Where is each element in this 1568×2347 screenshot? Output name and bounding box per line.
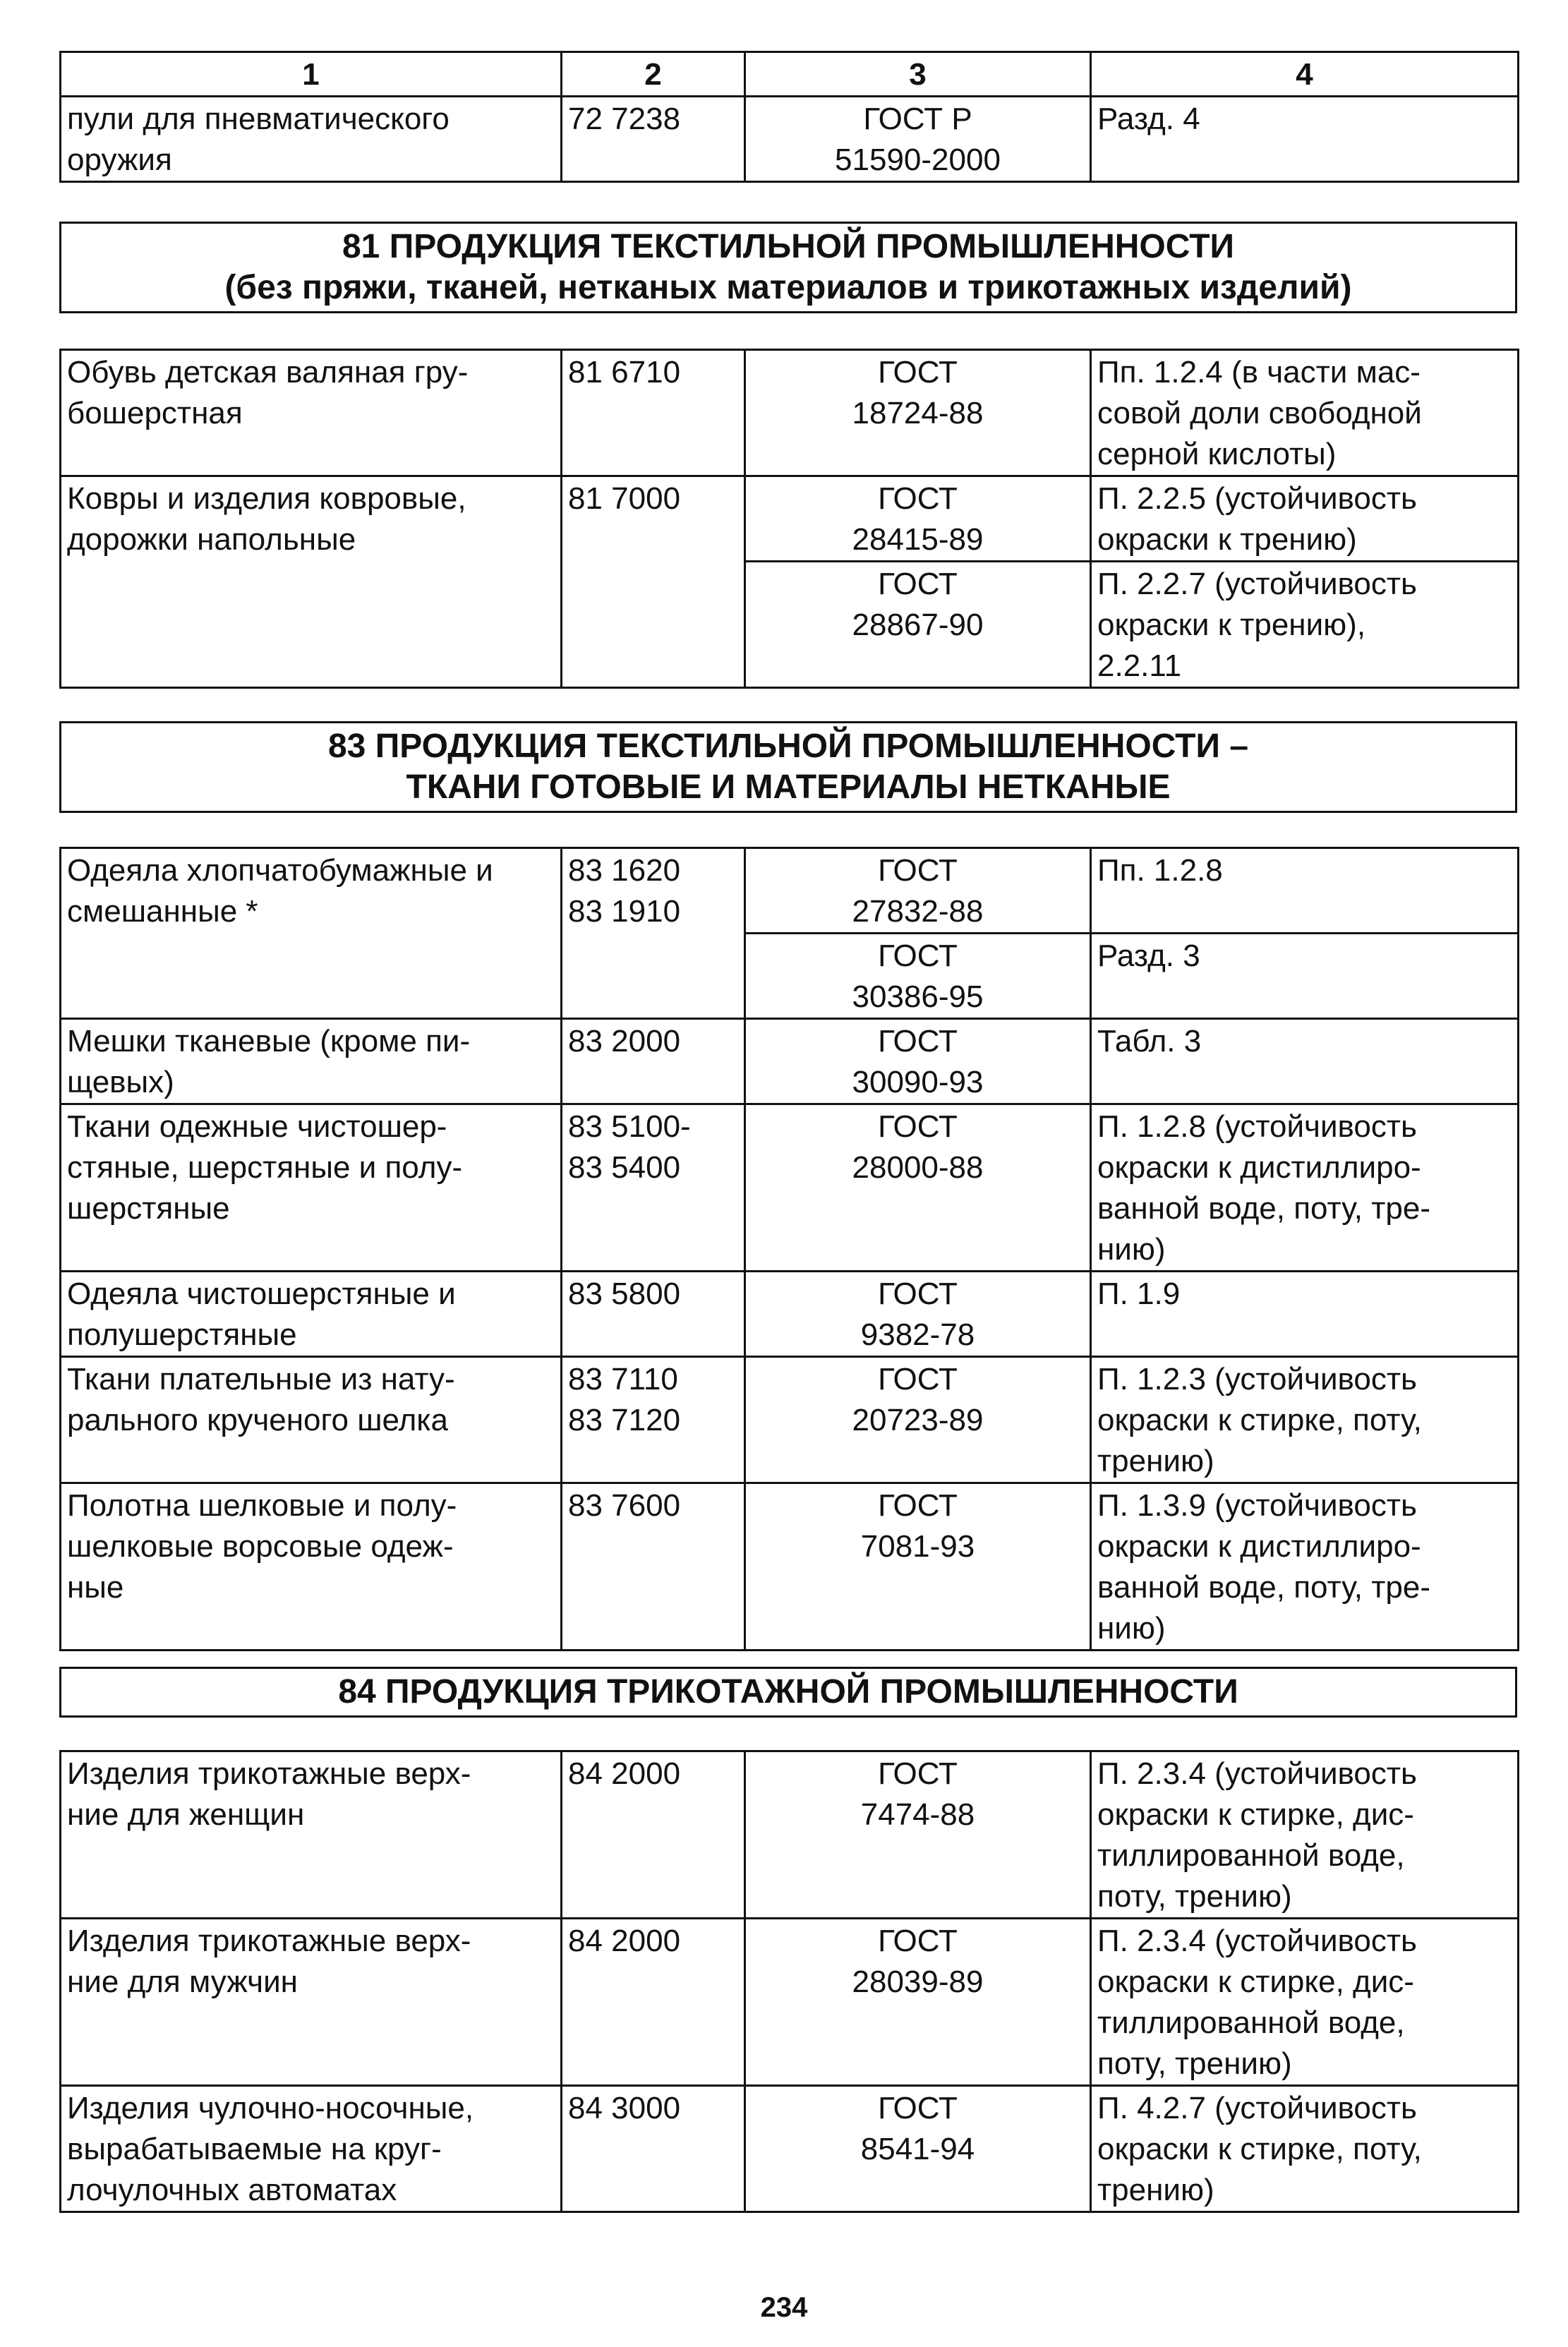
product-name: Изделия трикотажные верх- ние для женщин — [61, 1751, 562, 1919]
table-row — [61, 2086, 1519, 2212]
table-row — [61, 350, 1519, 476]
section-heading-84: 84 ПРОДУКЦИЯ ТРИКОТАЖНОЙ ПРОМЫШЛЕННОСТИ — [59, 1667, 1517, 1718]
product-code: 83 5100- 83 5400 — [562, 1104, 745, 1272]
product-code: 84 2000 — [562, 1751, 745, 1919]
gost-standard: ГОСТ 28415-89 — [745, 476, 1091, 562]
product-name: Мешки тканевые (кроме пи- щевых) — [61, 1019, 562, 1104]
standard-clause: П. 1.9 — [1091, 1272, 1519, 1357]
column-number-row — [61, 52, 1519, 97]
table-row — [61, 97, 1519, 182]
table-row — [61, 1019, 1519, 1104]
standard-clause: П. 2.3.4 (устойчивость окраски к стирке, дис- тиллированной воде, поту, трению) — [1091, 1919, 1519, 2086]
product-name: Обувь детская валяная гру- бошерстная — [61, 350, 562, 476]
table-section-83 — [59, 847, 1517, 1651]
gost-standard: ГОСТ Р 51590-2000 — [745, 97, 1091, 182]
gost-standard: ГОСТ 7474-88 — [745, 1751, 1091, 1919]
product-code: 81 7000 — [562, 476, 745, 688]
product-code: 83 1620 83 1910 — [562, 848, 745, 1019]
table-row — [61, 1751, 1519, 1919]
product-name: пули для пневматического оружия — [61, 97, 562, 182]
product-code: 83 7110 83 7120 — [562, 1357, 745, 1483]
product-code: 81 6710 — [562, 350, 745, 476]
page-number: 234 — [760, 2292, 808, 2323]
gost-standard: ГОСТ 20723-89 — [745, 1357, 1091, 1483]
table-row — [61, 1104, 1519, 1272]
standard-clause: Разд. 3 — [1091, 934, 1519, 1019]
gost-standard: ГОСТ 9382-78 — [745, 1272, 1091, 1357]
product-code: 83 5800 — [562, 1272, 745, 1357]
product-name: Ткани одежные чистошер- стяные, шерстяные и полу- шерстяные — [61, 1104, 562, 1272]
table-row — [61, 1483, 1519, 1651]
table-row — [61, 848, 1519, 934]
column-number: 4 — [1091, 52, 1519, 97]
product-name: Полотна шелковые и полу- шелковые ворсовые одеж- ные — [61, 1483, 562, 1651]
table-row — [61, 476, 1519, 562]
product-name: Ткани плательные из нату- рального крученого шелка — [61, 1357, 562, 1483]
product-name: Ковры и изделия ковровые, дорожки напольные — [61, 476, 562, 688]
product-code: 72 7238 — [562, 97, 745, 182]
product-code: 83 7600 — [562, 1483, 745, 1651]
product-name: Одеяла хлопчатобумажные и смешанные * — [61, 848, 562, 1019]
standard-clause: П. 1.2.8 (устойчивость окраски к дистиллиро- ванной воде, поту, тре- нию) — [1091, 1104, 1519, 1272]
gost-standard: ГОСТ 28867-90 — [745, 562, 1091, 688]
gost-standard: ГОСТ 7081-93 — [745, 1483, 1091, 1651]
table-row — [61, 1357, 1519, 1483]
product-name: Одеяла чистошерстяные и полушерстяные — [61, 1272, 562, 1357]
column-number: 3 — [745, 52, 1091, 97]
standard-clause: Табл. 3 — [1091, 1019, 1519, 1104]
standard-clause: П. 4.2.7 (устойчивость окраски к стирке, поту, трению) — [1091, 2086, 1519, 2212]
table-continuation — [59, 51, 1517, 183]
product-code: 84 2000 — [562, 1919, 745, 2086]
table-section-84 — [59, 1750, 1517, 2213]
product-name: Изделия чулочно-носочные, вырабатываемые на круг- лочулочных автоматах — [61, 2086, 562, 2212]
column-number: 2 — [562, 52, 745, 97]
column-number: 1 — [61, 52, 562, 97]
standard-clause: П. 2.2.7 (устойчивость окраски к трению), 2.2.11 — [1091, 562, 1519, 688]
standard-clause: П. 1.2.3 (устойчивость окраски к стирке, поту, трению) — [1091, 1357, 1519, 1483]
table-row — [61, 1919, 1519, 2086]
standard-clause: П. 2.3.4 (устойчивость окраски к стирке, дис- тиллированной воде, поту, трению) — [1091, 1751, 1519, 1919]
product-code: 83 2000 — [562, 1019, 745, 1104]
section-heading-81: 81 ПРОДУКЦИЯ ТЕКСТИЛЬНОЙ ПРОМЫШЛЕННОСТИ (без пряжи, тканей, нетканых материалов и трикотажных изделий) — [59, 222, 1517, 313]
standard-clause: П. 2.2.5 (устойчивость окраски к трению) — [1091, 476, 1519, 562]
gost-standard: ГОСТ 30090-93 — [745, 1019, 1091, 1104]
gost-standard: ГОСТ 8541-94 — [745, 2086, 1091, 2212]
standard-clause: Пп. 1.2.8 — [1091, 848, 1519, 934]
gost-standard: ГОСТ 27832-88 — [745, 848, 1091, 934]
gost-standard: ГОСТ 28039-89 — [745, 1919, 1091, 2086]
gost-standard: ГОСТ 28000-88 — [745, 1104, 1091, 1272]
standard-clause: Пп. 1.2.4 (в части мас- совой доли свободной серной кислоты) — [1091, 350, 1519, 476]
table-row — [61, 1272, 1519, 1357]
table-section-81 — [59, 349, 1517, 689]
gost-standard: ГОСТ 18724-88 — [745, 350, 1091, 476]
product-name: Изделия трикотажные верх- ние для мужчин — [61, 1919, 562, 2086]
standard-clause: Разд. 4 — [1091, 97, 1519, 182]
gost-standard: ГОСТ 30386-95 — [745, 934, 1091, 1019]
section-heading-83: 83 ПРОДУКЦИЯ ТЕКСТИЛЬНОЙ ПРОМЫШЛЕННОСТИ – ТКАНИ ГОТОВЫЕ И МАТЕРИАЛЫ НЕТКАНЫЕ — [59, 721, 1517, 813]
standard-clause: П. 1.3.9 (устойчивость окраски к дистиллиро- ванной воде, поту, тре- нию) — [1091, 1483, 1519, 1651]
product-code: 84 3000 — [562, 2086, 745, 2212]
